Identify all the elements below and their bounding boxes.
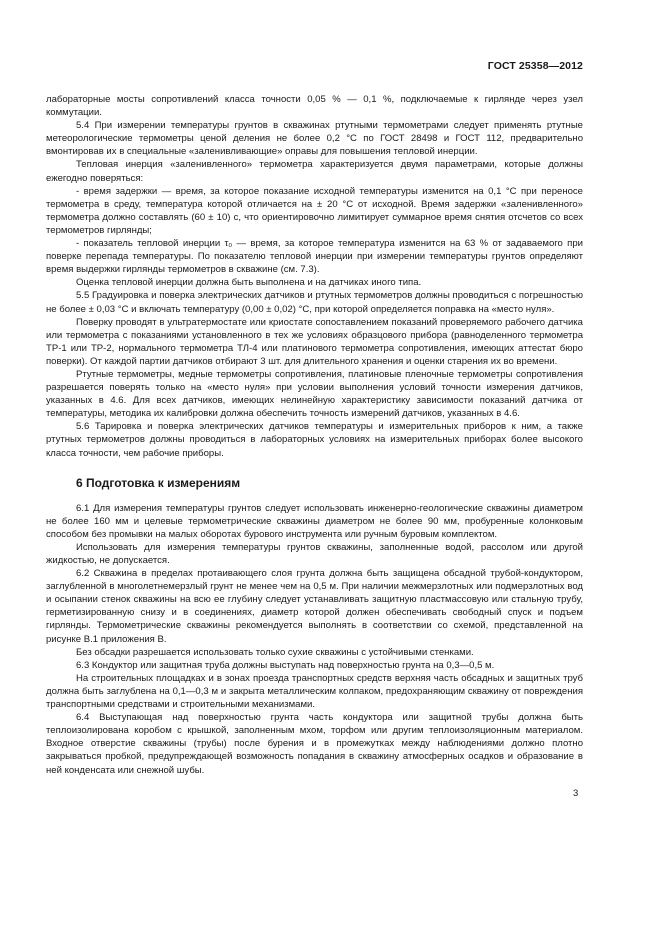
paragraph-delay-time: - время задержки — время, за которое показание исходной температуры изменится на 0,1 °С при переносе термометра в среду, температура которой отличается на ± 20 °С от исходной. Время задержки «заленивленного» термометра должно составлять (60 ± 10) с, что ориентировочно лимитирует суммарное время снятия отсчетов со всех термометров гирлянды; <box>46 185 583 236</box>
paragraph-6-4: 6.4 Выступающая над поверхностью грунта часть кондуктора или защитной трубы должна быть теплоизолирована коробом с крышкой, заполненным мхом, торфом или другим теплоизоляционным материалом. Входное отверстие скважины (трубы) после бурения и в промежутках между наблюдениями должно плотно закрываться пробкой, предупреждающей возможность попадания в скважину атмосферных осадков и образование в ней конденсата или снежной шубы. <box>46 712 583 776</box>
paragraph-inertia-evaluation: Оценка тепловой инерции должна быть выполнена и на датчиках иного типа. <box>76 277 422 289</box>
paragraph-5-4: 5.4 При измерении температуры грунтов в скважинах ртутными термометрами следует применять ртутные метеорологические термометры ценой деления не более 0,2 °С по ГОСТ 28498 и ГОСТ 112, предварительно вмонтировав их в специальные «заленивливающие» оправы для повышения тепловой инерции. <box>46 120 583 158</box>
paragraph-verification: Поверку проводят в ультратермостате или криостате сопоставлением показаний проверяемого рабочего датчика или термометра с показаниями установленного в тех же условиях образцового прибора (равноделенного термометра ТР-1 или ТР-2, нормального термометра ТЛ-4 или платинового термометра сопротивления, имеющих аттестат бюро поверки). От каждой партии датчиков отбирают 3 шт. для длительного хранения и оценки старения их во времени. <box>46 316 583 367</box>
page-number: 3 <box>573 788 579 799</box>
paragraph-mercury-thermometers: Ртутные термометры, медные термометры сопротивления, платиновые пленочные термометры сопротивления разрешается поверять только на «место нуля» при условии выполнения условий точности измерения датчиков, указанных в 4.6. Для всех датчиков, имеющих нелинейную характеристику зависимости показаний датчика от температуры, методика их калибровки должна обеспечить точность измерений датчиков, указанных в 4.6. <box>46 368 583 420</box>
paragraph-construction-sites: На строительных площадках и в зонах проезда транспортных средств верхняя часть обсадных и защитных труб должна быть заглублена на 0,1—0,3 м и закрыта металлическим колпаком, предохраняющим скважину от повреждения транспортными средствами и строительными механизмами. <box>46 672 583 711</box>
paragraph-no-liquid: Использовать для измерения температуры грунтов скважины, заполненные водой, рассолом или другой жидкостью, не допускается. <box>46 541 583 566</box>
paragraph-6-1: 6.1 Для измерения температуры грунтов следует использовать инженерно-геологические скважины диаметром не более 160 мм и целевые термометрические скважины диаметром не более 90 мм, пробуренные колонковым способом без промывки на малых оборотах бурового инструмента или ручным буровым комплектом. <box>46 502 583 540</box>
paragraph-6-2: 6.2 Скважина в пределах протаивающего слоя грунта должна быть защищена обсадной трубой-кондуктором, заглубленной в многолетнемерзлый грунт не менее чем на 0,5 м. При наличии межмерзлотных или подмерзлотных вод и осыпании стенок скважины на всю ее глубину следует устанавливать защитную пластмассовую или стальную трубу, герметизированную снизу и в соединениях, диаметр которой должен обеспечивать свободный спуск и подъем гирлянды. Термометрические скважины рекомендуется выполнять в соответствии со схемой, представленной на рисунке В.1 приложения В. <box>46 568 583 645</box>
paragraph-5-6: 5.6 Тарировка и поверка электрических датчиков температуры и измерительных приборов к ним, а также ртутных термометров должны проводиться в лабораторных условиях на измерительных приборах более высокого класса точности, чем рабочие приборы. <box>46 421 583 459</box>
paragraph-no-casing: Без обсадки разрешается использовать только сухие скважины с устойчивыми стенками. <box>76 646 474 658</box>
document-body <box>46 93 583 777</box>
section-heading: 6 Подготовка к измерениям <box>76 475 241 490</box>
paragraph-6-3: 6.3 Кондуктор или защитная труба должны выступать над поверхностью грунта на 0,3—0,5 м. <box>76 659 495 671</box>
paragraph-5-5: 5.5 Градуировка и поверка электрических датчиков и ртутных термометров должны проводиться с погрешностью не более ± 0,03 °С и включать температуру (0,00 ± 0,02) °С, при которой определяется поправка на «место нуля». <box>46 290 583 315</box>
paragraph-thermal-inertia: Тепловая инерция «заленивленного» термометра характеризуется двумя параметрами, которые должны ежегодно поверяться: <box>46 159 583 184</box>
document-code: ГОСТ 25358—2012 <box>487 60 583 72</box>
paragraph-continuation: лабораторные мосты сопротивлений класса точности 0,05 % — 0,1 %, подключаемые к гирлянде через узел коммутации. <box>46 94 583 119</box>
paragraph-inertia-index: - показатель тепловой инерции τ₀ — время, за которое температура изменится на 63 % от задаваемого при поверке перепада температуры. По показателю тепловой инерции при измерении температуры грунтов определяют время выдержки гирлянды термометров в скважине (см. 7.3). <box>46 238 583 276</box>
